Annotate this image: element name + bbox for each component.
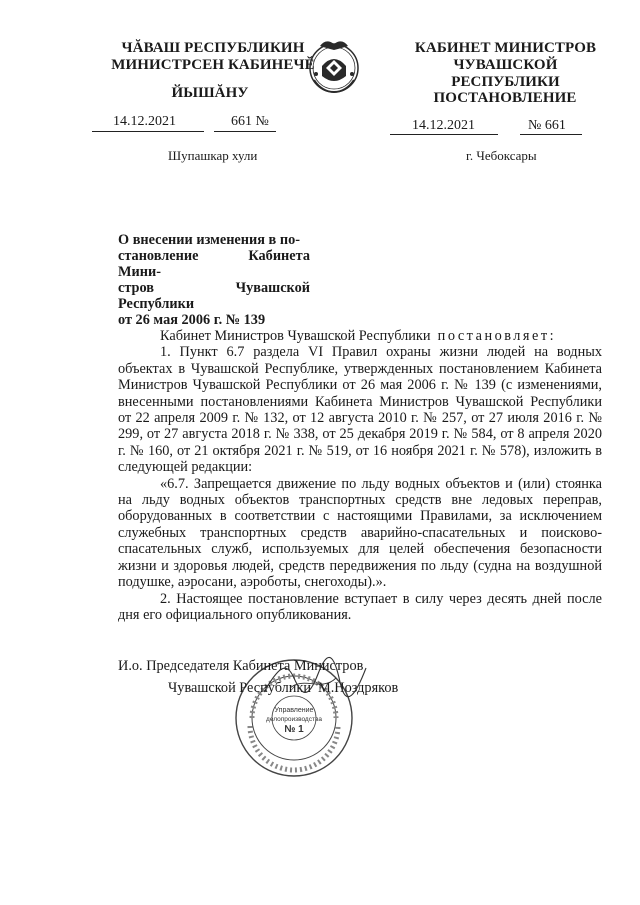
document-title [118,232,310,328]
left-document-type: ЙЫШĂНУ [171,85,249,101]
right-organization-name [398,40,613,91]
left-date: 14.12.2021 [113,114,176,129]
point-1-quote: «6.7. Запрещается движение по льду водных объектов и (или) стоянка на льду водных объектов транспортных средств вне ледовых переправ, оборудованных в соответствии с настоящими Правилами, за исключением служебных транспортных средств аварийно-спасательных и поисково-спасательных служб, используемых для целей обеспечения безопасности жизни и здоровья людей, средств передвижения по льду (судна на воздушной подушке, аэросани, аэроботы, снегоходы).». [118,475,602,591]
stamp-line1: Управление [274,707,314,714]
right-org-line2: ЧУВАШСКОЙ РЕСПУБЛИКИ [451,57,560,90]
title-line1: О внесении изменения в по- [118,232,300,248]
title-line4: от 26 мая 2006 г. № 139 [118,312,266,328]
point-2: 2. Настоящее постановление вступает в силу через десять дней после дня его официального опубликования. [118,590,602,623]
left-org-line1: ЧĂВАШ РЕСПУБЛИКИН [121,40,305,56]
left-number-underline [214,131,276,132]
signatory-position-line1: И.о. Председателя Кабинета Министров [118,658,364,674]
stamp-line3: № 1 [284,724,304,735]
handwritten-signature-icon [260,648,370,708]
left-city: Шупашкар хули [168,148,258,163]
stamp-line2: делопроизводства [266,716,322,723]
right-number-underline [520,134,582,135]
right-city: г. Чебоксары [466,148,537,163]
right-date: 14.12.2021 [412,118,475,133]
point-1: 1. Пункт 6.7 раздела VI Правил охраны жизни людей на водных объектах в Чувашской Республике, утвержденных постановлением Кабинета Министров Чувашской Республики от 26 мая 2006 г. № 139 (с изменениями, внесенными постановлениями Кабинета Министров Чувашской Республики от 22 апреля 2009 г. № 132, от 12 августа 2010 г. № 257, от 27 июля 2016 г. № 299, от 27 августа 2018 г. № 338, от 25 декабря 2019 г. № 584, от 8 апреля 2020 г. № 160, от 21 октября 2021 г. № 519, от 16 ноября 2021 г. № 578), изложить в следующей редакции: [118,344,602,476]
document-body [118,328,602,623]
left-date-underline [92,131,204,132]
right-org-line1: КАБИНЕТ МИНИСТРОВ [414,40,597,56]
title-line2: становление Кабинета Мини- [118,248,310,280]
intro-prefix: Кабинет Министров Чувашской Республики [160,328,431,344]
right-document-type: ПОСТАНОВЛЕНИЕ [433,90,577,106]
intro-decree-word: постановляет: [437,328,557,344]
chuvash-emblem-icon [302,34,366,98]
left-organization-name [108,40,318,74]
right-date-underline [390,134,498,135]
left-number: 661 № [231,114,269,129]
signatory-name: М.Ноздряков [318,680,399,696]
left-org-line2: МИНИСТРСЕН КАБИНЕЧĔ [111,57,315,73]
intro-paragraph [118,328,602,344]
right-number: № 661 [528,118,566,133]
signatory-position-line2: Чувашской Республики [168,680,312,696]
title-line3: стров Чувашской Республики [118,280,310,312]
